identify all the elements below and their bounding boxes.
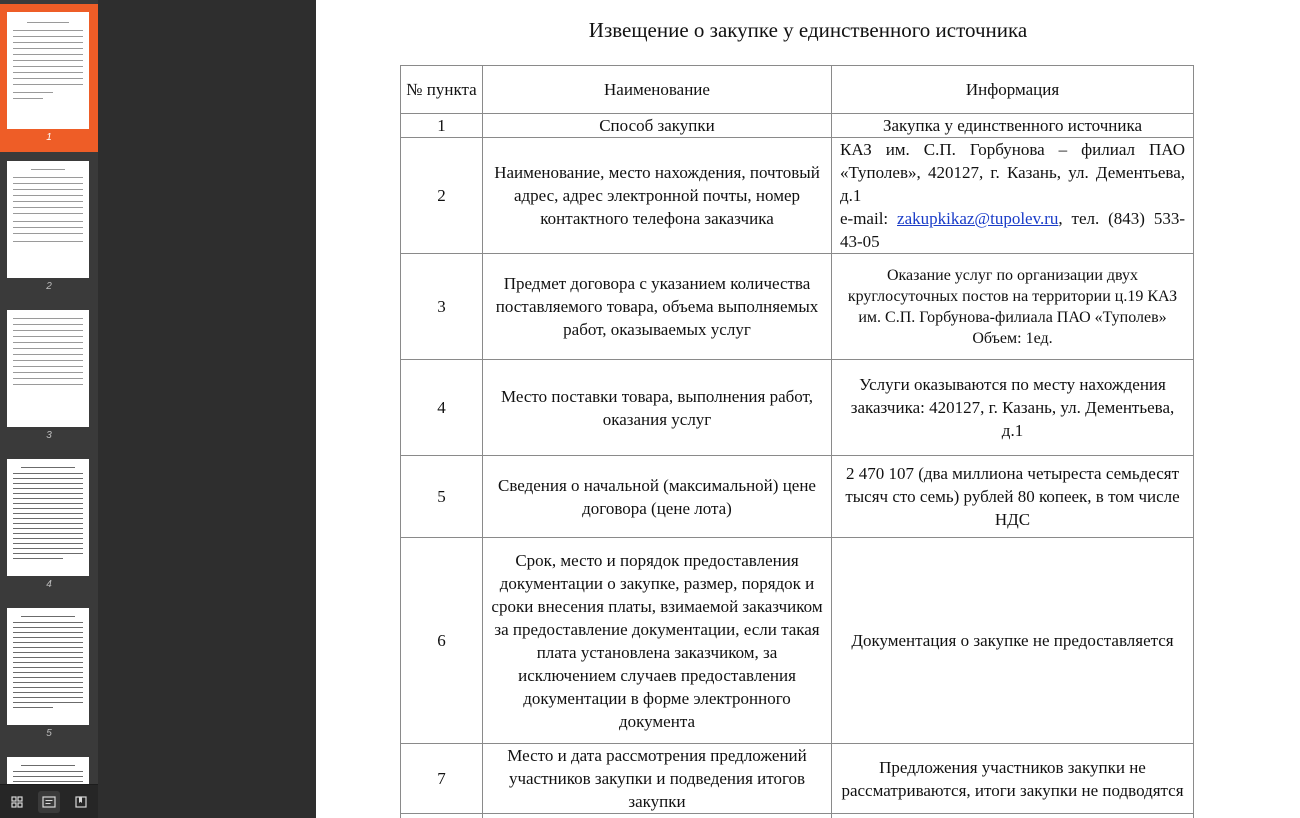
row-name: Место и дата рассмотрения предложений участников закупки и подведения итогов закупки <box>483 744 832 814</box>
thumbnail-toolbar <box>0 784 98 818</box>
table-row <box>401 744 1194 814</box>
thumbnail-page-preview <box>7 12 89 129</box>
bookmark-button[interactable] <box>70 791 92 813</box>
row-num: 5 <box>401 456 483 538</box>
thumbnail-sidebar <box>0 0 98 818</box>
table-row <box>401 456 1194 538</box>
info-line: Объем: 1ед. <box>972 329 1053 347</box>
row-info <box>832 138 1194 254</box>
row-info: Закупка у единственного источника <box>832 114 1194 138</box>
page-thumbnail-1[interactable] <box>0 4 98 152</box>
thumbnail-page-number: 2 <box>46 281 52 292</box>
table-row <box>401 114 1194 138</box>
row-info: Документация о закупке не предоставляется <box>832 538 1194 744</box>
grid-view-icon <box>11 796 23 808</box>
thumbnail-page-preview <box>7 608 89 725</box>
email-link[interactable]: zakupkikaz@tupolev.ru <box>897 209 1059 228</box>
thumbnail-page-number: 3 <box>46 430 52 441</box>
table-row <box>401 360 1194 456</box>
row-name: Предмет договора с указанием количества поставляемого товара, объема выполняемых работ, оказываемых услуг <box>483 254 832 360</box>
row-num: 4 <box>401 360 483 456</box>
header-name: Наименование <box>483 66 832 114</box>
table-row <box>401 254 1194 360</box>
thumbnail-page-preview <box>7 459 89 576</box>
thumbnail-page-number: 4 <box>46 579 52 590</box>
row-num: 6 <box>401 538 483 744</box>
document-title: Извещение о закупке у единственного источника <box>588 18 1028 42</box>
page-thumbnail-3[interactable] <box>0 302 98 450</box>
thumbnail-page-number: 1 <box>46 132 52 143</box>
row-info: Предложения участников закупки не рассматриваются, итоги закупки не подводятся <box>832 744 1194 814</box>
row-num: 2 <box>401 138 483 254</box>
row-info: Услуги оказываются по месту нахождения заказчика: 420127, г. Казань, ул. Дементьева, д.1 <box>832 360 1194 456</box>
notice-table-wrap <box>400 65 1193 818</box>
row-num: 1 <box>401 114 483 138</box>
table-row <box>401 138 1194 254</box>
header-num: № пункта <box>401 66 483 114</box>
grid-view-button[interactable] <box>6 791 28 813</box>
row-info: 2 470 107 (два миллиона четыреста семьдесят тысяч сто семь) рублей 80 копеек, в том числе НДС <box>832 456 1194 538</box>
table-row <box>401 538 1194 744</box>
row-info <box>832 254 1194 360</box>
row-name: Способ закупки <box>483 114 832 138</box>
viewer-background <box>98 0 316 818</box>
page-thumbnail-2[interactable] <box>0 153 98 301</box>
row-num: 3 <box>401 254 483 360</box>
document-page <box>316 0 1300 818</box>
thumbnail-page-preview <box>7 310 89 427</box>
phone-text: , тел. (843) 533-43-05 <box>840 209 1185 251</box>
row-name: Сведения о начальной (максимальной) цене договора (цене лота) <box>483 456 832 538</box>
thumbnail-page-number: 5 <box>46 728 52 739</box>
notice-table <box>400 65 1194 818</box>
text-view-button[interactable] <box>38 791 60 813</box>
text-view-icon <box>42 796 56 808</box>
customer-details: КАЗ им. С.П. Горбунова – филиал ПАО «Туполев», 420127, г. Казань, ул. Дементьева, д.1 <box>840 140 1185 205</box>
thumbnail-page-preview <box>7 161 89 278</box>
info-line: Оказание услуг по организации двух круглосуточных постов на территории ц.19 КАЗ им. С.П. Горбунова-филиала ПАО «Туполев» <box>847 266 1178 326</box>
page-thumbnail-5[interactable] <box>0 600 98 748</box>
bookmark-icon <box>75 796 87 808</box>
header-info: Информация <box>832 66 1194 114</box>
row-name: Наименование, место нахождения, почтовый адрес, адрес электронной почты, номер контактного телефона заказчика <box>483 138 832 254</box>
table-header-row <box>401 66 1194 114</box>
row-num: 7 <box>401 744 483 814</box>
row-name: Срок, место и порядок предоставления документации о закупке, размер, порядок и сроки внесения платы, взимаемой заказчиком за предоставление документации, если такая плата установлена заказчиком, за исключением случаев предоставления документации в форме электронного документа <box>483 538 832 744</box>
page-thumbnail-4[interactable] <box>0 451 98 599</box>
email-prefix: e-mail: <box>840 209 898 228</box>
table-row-partial <box>401 814 1194 818</box>
row-name: Место поставки товара, выполнения работ, оказания услуг <box>483 360 832 456</box>
